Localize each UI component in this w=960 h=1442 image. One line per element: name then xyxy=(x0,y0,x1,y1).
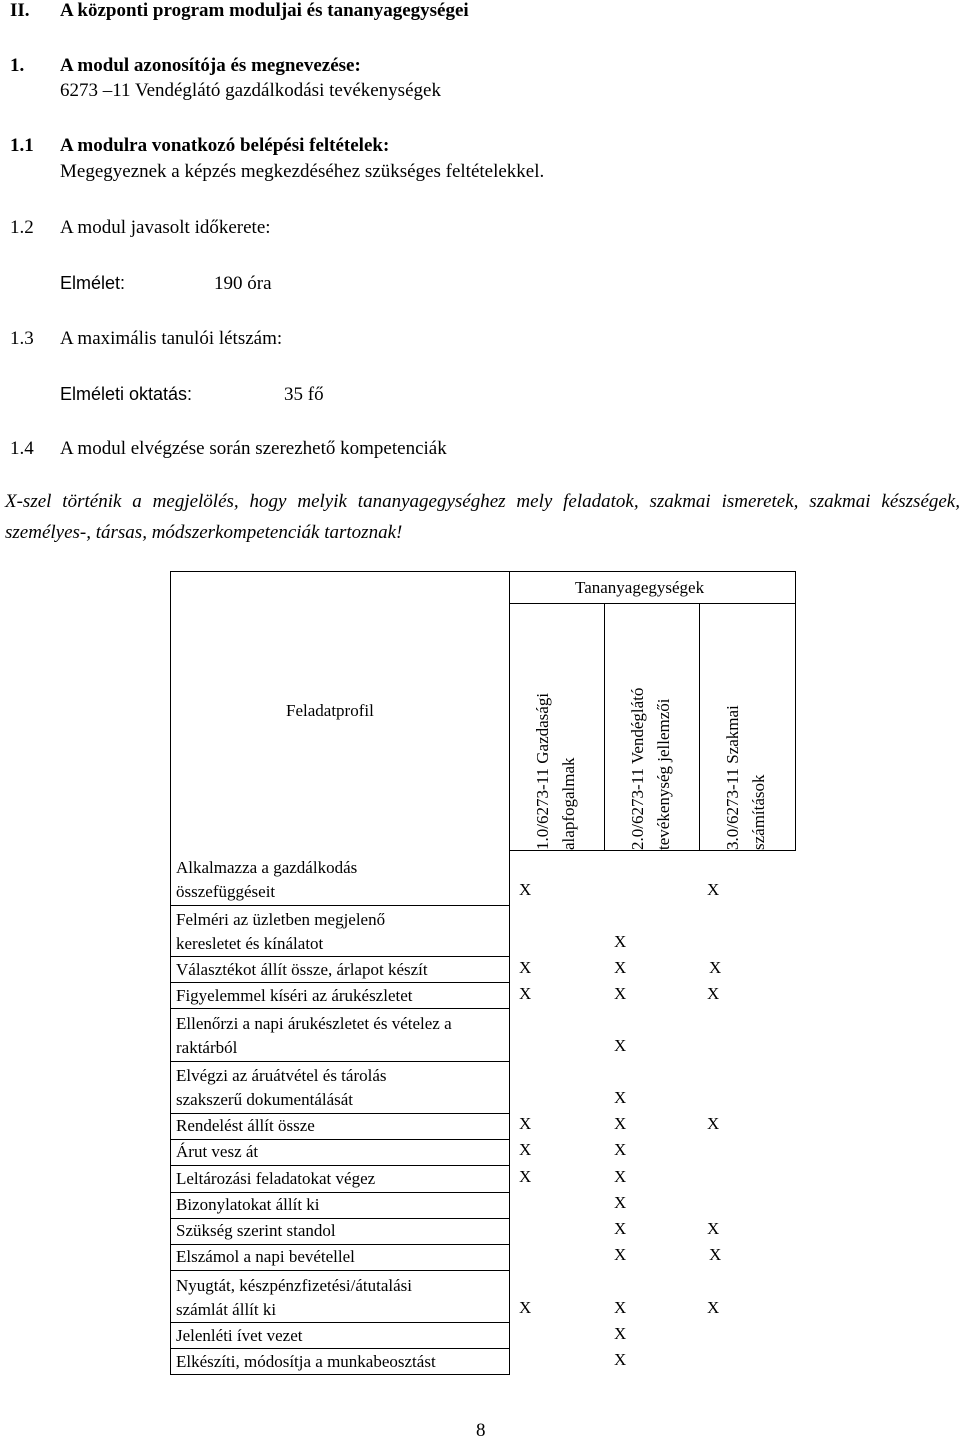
headcount-label: A maximális tanulói létszám: xyxy=(60,328,283,349)
table-border-bottom xyxy=(170,1374,510,1375)
task-line: Bizonylatokat állít ki xyxy=(176,1195,320,1214)
mark-unit-1: X xyxy=(519,984,532,1003)
mark-unit-3: X xyxy=(709,1245,722,1264)
module-heading xyxy=(10,55,361,77)
page-number: 8 xyxy=(476,1420,486,1441)
task-line: Szükség szerint standol xyxy=(176,1221,336,1240)
unit-header-3-line1: 3.0/6273-11 Szakmai xyxy=(723,705,742,850)
task-cell xyxy=(176,1219,336,1243)
task-cell xyxy=(176,1324,303,1348)
task-cell xyxy=(176,1167,375,1191)
task-line: Figyelemmel kíséri az árukészletet xyxy=(176,986,413,1005)
mark-unit-3: X xyxy=(707,1114,720,1133)
group-header: Tananyagegységek xyxy=(575,578,705,597)
mark-unit-2: X xyxy=(614,1114,627,1133)
profile-header: Feladatprofil xyxy=(286,701,374,720)
mark-unit-1: X xyxy=(519,1140,532,1159)
mark-unit-1: X xyxy=(519,1114,532,1133)
unit-col-divider-2 xyxy=(699,603,700,851)
headcount-key: Elméleti oktatás: xyxy=(60,384,193,404)
mark-unit-3: X xyxy=(707,984,720,1003)
module-label: A modul azonosítója és megnevezése: xyxy=(60,55,361,76)
task-line: szakszerű dokumentálását xyxy=(176,1090,354,1109)
row-divider xyxy=(170,1061,510,1062)
table-col-divider xyxy=(509,571,510,1375)
timeframe-label: A modul javasolt időkerete: xyxy=(60,217,271,238)
competence-table xyxy=(170,571,796,1375)
mark-unit-1: X xyxy=(519,880,532,899)
row-divider xyxy=(170,1270,510,1271)
table-border-top xyxy=(170,571,796,572)
module-name: 6273 –11 Vendéglátó gazdálkodási tevékenységek xyxy=(60,80,441,101)
task-line: Felméri az üzletben megjelenő xyxy=(176,910,386,929)
mark-unit-2: X xyxy=(614,1324,627,1343)
task-line: Ellenőrzi a napi árukészletet és vételez a xyxy=(176,1014,452,1033)
task-cell xyxy=(176,1064,387,1112)
unit-header-1 xyxy=(530,693,582,850)
mark-unit-3: X xyxy=(707,880,720,899)
task-cell xyxy=(176,1114,315,1138)
unit-header-1-line1: 1.0/6273-11 Gazdasági xyxy=(533,692,552,850)
task-line: összefüggéseit xyxy=(176,882,276,901)
task-cell xyxy=(176,908,385,956)
timeframe-value: 190 óra xyxy=(214,273,272,294)
unit-header-2 xyxy=(625,688,677,850)
mark-unit-2: X xyxy=(614,932,627,951)
intro-paragraph: X-szel történik a megjelölés, hogy melyik tananyagegységhez mely feladatok, szakmai ismeretek, szakmai készségek, személyes-, társas, módszerkompetenciák tartoznak! xyxy=(5,491,960,543)
row-divider xyxy=(170,956,510,957)
mark-unit-2: X xyxy=(614,1088,627,1107)
mark-unit-3: X xyxy=(707,1219,720,1238)
row-divider xyxy=(170,982,510,983)
unit-header-bottom xyxy=(509,850,796,851)
task-line: Jelenléti ívet vezet xyxy=(176,1326,303,1345)
mark-unit-1: X xyxy=(519,958,532,977)
task-line: Választékot állít össze, árlapot készít xyxy=(176,960,428,979)
task-cell xyxy=(176,1274,412,1322)
task-line: Elvégzi az áruátvétel és tárolás xyxy=(176,1066,387,1085)
unit-header-2-line2: tevékenység jellemzői xyxy=(654,698,673,850)
timeframe-key: Elmélet: xyxy=(60,273,126,293)
mark-unit-2: X xyxy=(614,1167,627,1186)
task-line: Nyugtát, készpénzfizetési/átutalási xyxy=(176,1276,413,1295)
unit-col-divider-1 xyxy=(604,603,605,851)
mark-unit-2: X xyxy=(614,1193,627,1212)
unit-header-1-line2: alapfogalmak xyxy=(559,757,578,850)
row-divider xyxy=(170,1165,510,1166)
competence-heading xyxy=(10,438,447,460)
unit-header-3 xyxy=(720,705,772,850)
row-divider xyxy=(170,905,510,906)
mark-unit-2: X xyxy=(614,984,627,1003)
task-line: Elkészíti, módosítja a munkabeosztást xyxy=(176,1352,436,1371)
mark-unit-2: X xyxy=(614,1350,627,1369)
row-divider xyxy=(170,1348,510,1349)
mark-unit-2: X xyxy=(614,1036,627,1055)
task-line: Leltározási feladatokat végez xyxy=(176,1169,376,1188)
timeframe-number: 1.2 xyxy=(10,217,34,238)
mark-unit-2: X xyxy=(614,1140,627,1159)
section-title: A központi program moduljai és tananyagegységei xyxy=(60,0,469,21)
task-cell xyxy=(176,1012,452,1060)
mark-unit-1: X xyxy=(519,1167,532,1186)
task-cell xyxy=(176,1193,320,1217)
table-border-right xyxy=(795,571,796,851)
headcount-heading xyxy=(10,328,282,350)
headcount-value: 35 fő xyxy=(284,384,324,405)
table-border-left xyxy=(170,571,171,1375)
entry-text: Megegyeznek a képzés megkezdéséhez szükséges feltételekkel. xyxy=(60,161,545,182)
task-line: Alkalmazza a gazdálkodás xyxy=(176,858,358,877)
headcount-number: 1.3 xyxy=(10,328,34,349)
module-number: 1. xyxy=(10,55,25,76)
mark-unit-2: X xyxy=(614,1219,627,1238)
timeframe-heading xyxy=(10,217,271,239)
task-cell xyxy=(176,856,357,904)
entry-label: A modulra vonatkozó belépési feltételek: xyxy=(60,135,390,156)
task-line: Rendelést állít össze xyxy=(176,1116,315,1135)
task-cell xyxy=(176,1140,258,1164)
row-divider xyxy=(170,1322,510,1323)
entry-number: 1.1 xyxy=(10,135,34,156)
mark-unit-2: X xyxy=(614,1298,627,1317)
entry-heading xyxy=(10,135,389,157)
task-cell xyxy=(176,958,428,982)
unit-header-3-line2: számítások xyxy=(749,774,768,850)
task-line: Elszámol a napi bevétellel xyxy=(176,1247,355,1266)
task-cell xyxy=(176,1245,355,1269)
task-line: számlát állít ki xyxy=(176,1300,277,1319)
group-header-divider xyxy=(509,603,796,604)
task-line: keresletet és kínálatot xyxy=(176,934,324,953)
unit-header-2-line1: 2.0/6273-11 Vendéglátó xyxy=(628,687,647,850)
task-line: Árut vesz át xyxy=(176,1142,259,1161)
competence-label: A modul elvégzése során szerezhető kompetenciák xyxy=(60,438,447,459)
task-line: raktárból xyxy=(176,1038,238,1057)
section-number: II. xyxy=(10,0,30,21)
mark-unit-2: X xyxy=(614,1245,627,1264)
task-cell xyxy=(176,1350,436,1374)
mark-unit-3: X xyxy=(707,1298,720,1317)
competence-number: 1.4 xyxy=(10,438,34,459)
mark-unit-2: X xyxy=(614,958,627,977)
section-heading xyxy=(10,0,469,22)
task-cell xyxy=(176,984,413,1008)
mark-unit-1: X xyxy=(519,1298,532,1317)
row-divider xyxy=(170,1008,510,1009)
mark-unit-3: X xyxy=(709,958,722,977)
